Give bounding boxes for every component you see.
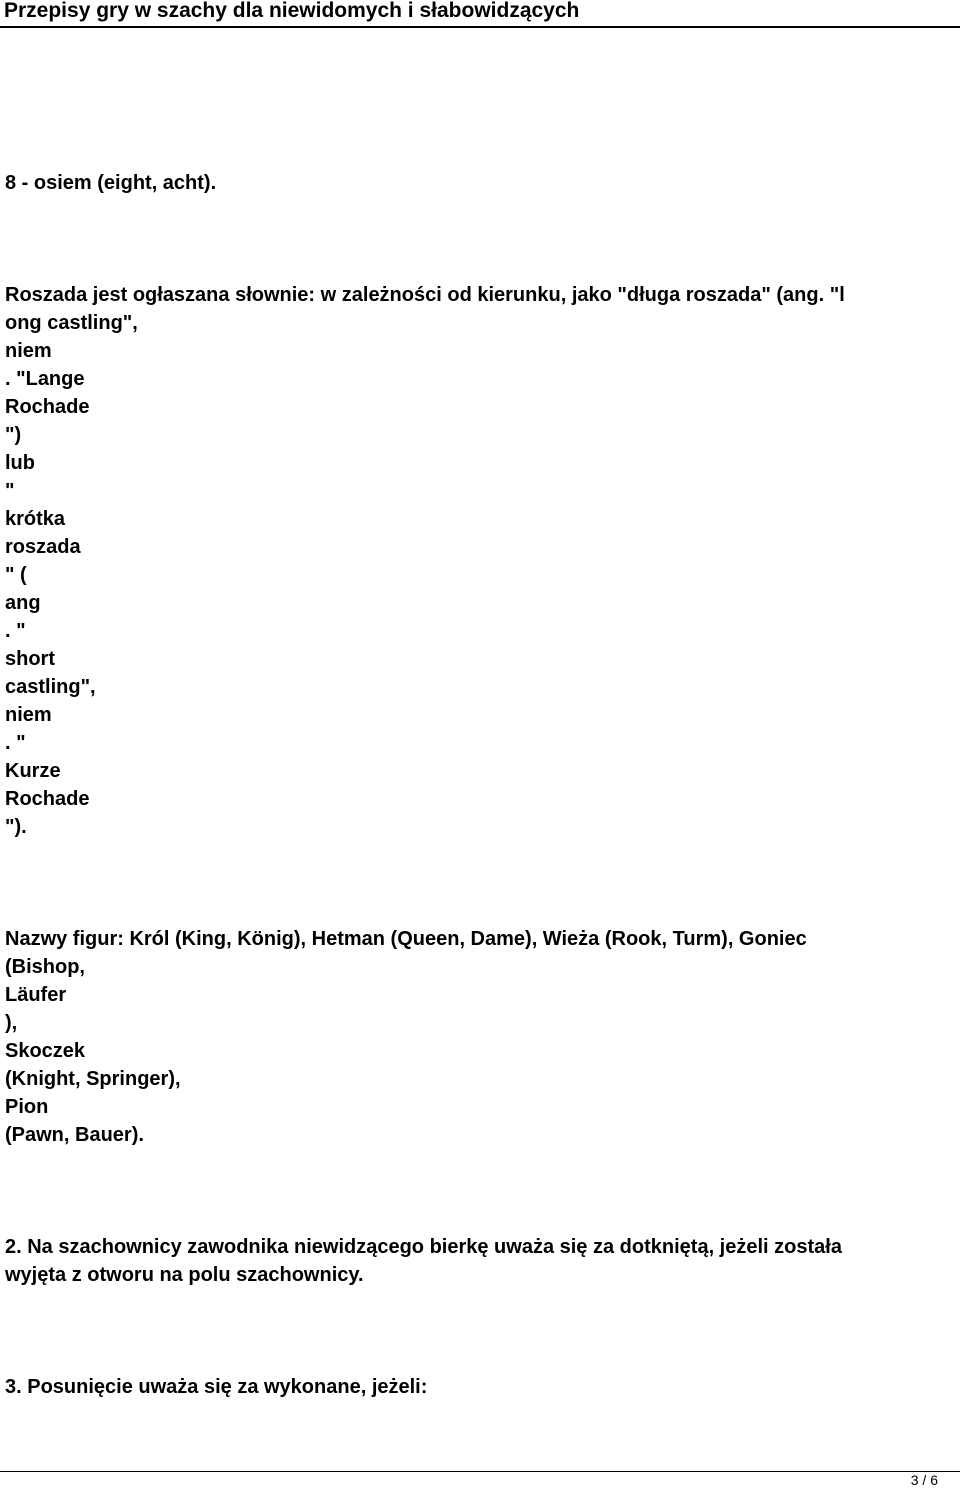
paragraph-line: (Pawn, Bauer).	[5, 1124, 144, 1146]
rule-2-paragraph	[5, 1233, 950, 1289]
paragraph-line: "	[5, 480, 15, 502]
paragraph-line: Läufer	[5, 984, 67, 1006]
paragraph-line: Skoczek	[5, 1040, 86, 1062]
paragraph-line: . "	[5, 732, 26, 754]
paragraph-line: roszada	[5, 536, 81, 558]
paragraph-line: ").	[5, 816, 27, 838]
page-header-title: Przepisy gry w szachy dla niewidomych i słabowidzących	[4, 0, 580, 22]
page-number: 3 / 6	[910, 1472, 938, 1488]
paragraph-line: 3. Posunięcie uważa się za wykonane, jeżeli:	[5, 1376, 428, 1398]
paragraph-line: niem	[5, 704, 52, 726]
paragraph-line: Pion	[5, 1096, 49, 1118]
paragraph-line: ")	[5, 424, 22, 446]
paragraph-line: Roszada jest ogłaszana słownie: w zależności od kierunku, jako "długa roszada" (ang. "l	[5, 284, 845, 306]
paragraph-line: ong castling",	[5, 312, 138, 334]
paragraph-line: 2. Na szachownicy zawodnika niewidzącego bierkę uważa się za dotkniętą, jeżeli została	[5, 1236, 842, 1258]
paragraph-line: wyjęta z otworu na polu szachownicy.	[5, 1264, 364, 1286]
paragraph-line: Nazwy figur: Król (King, König), Hetman (Queen, Dame), Wieża (Rook, Turm), Goniec	[5, 928, 807, 950]
paragraph-line: short	[5, 648, 55, 670]
paragraph-line: krótka	[5, 508, 66, 530]
numeral-paragraph	[5, 169, 950, 197]
footer-divider	[0, 1471, 960, 1472]
paragraph-line: Rochade	[5, 788, 90, 810]
paragraph-line: ang	[5, 592, 41, 614]
paragraph-line: . "	[5, 620, 26, 642]
paragraph-line: Kurze	[5, 760, 61, 782]
paragraph-line: " (	[5, 564, 27, 586]
paragraph-line: castling",	[5, 676, 96, 698]
paragraph-line: ),	[5, 1012, 18, 1034]
piece-names-paragraph	[5, 925, 950, 1149]
numeral-line: 8 - osiem (eight, acht).	[5, 172, 217, 194]
header-divider	[0, 26, 960, 28]
paragraph-line: Rochade	[5, 396, 90, 418]
paragraph-line: . "Lange	[5, 368, 85, 390]
rule-3-paragraph	[5, 1373, 950, 1401]
paragraph-line: (Knight, Springer),	[5, 1068, 181, 1090]
paragraph-line: (Bishop,	[5, 956, 85, 978]
paragraph-line: niem	[5, 340, 52, 362]
paragraph-line: lub	[5, 452, 35, 474]
castling-paragraph	[5, 281, 950, 841]
